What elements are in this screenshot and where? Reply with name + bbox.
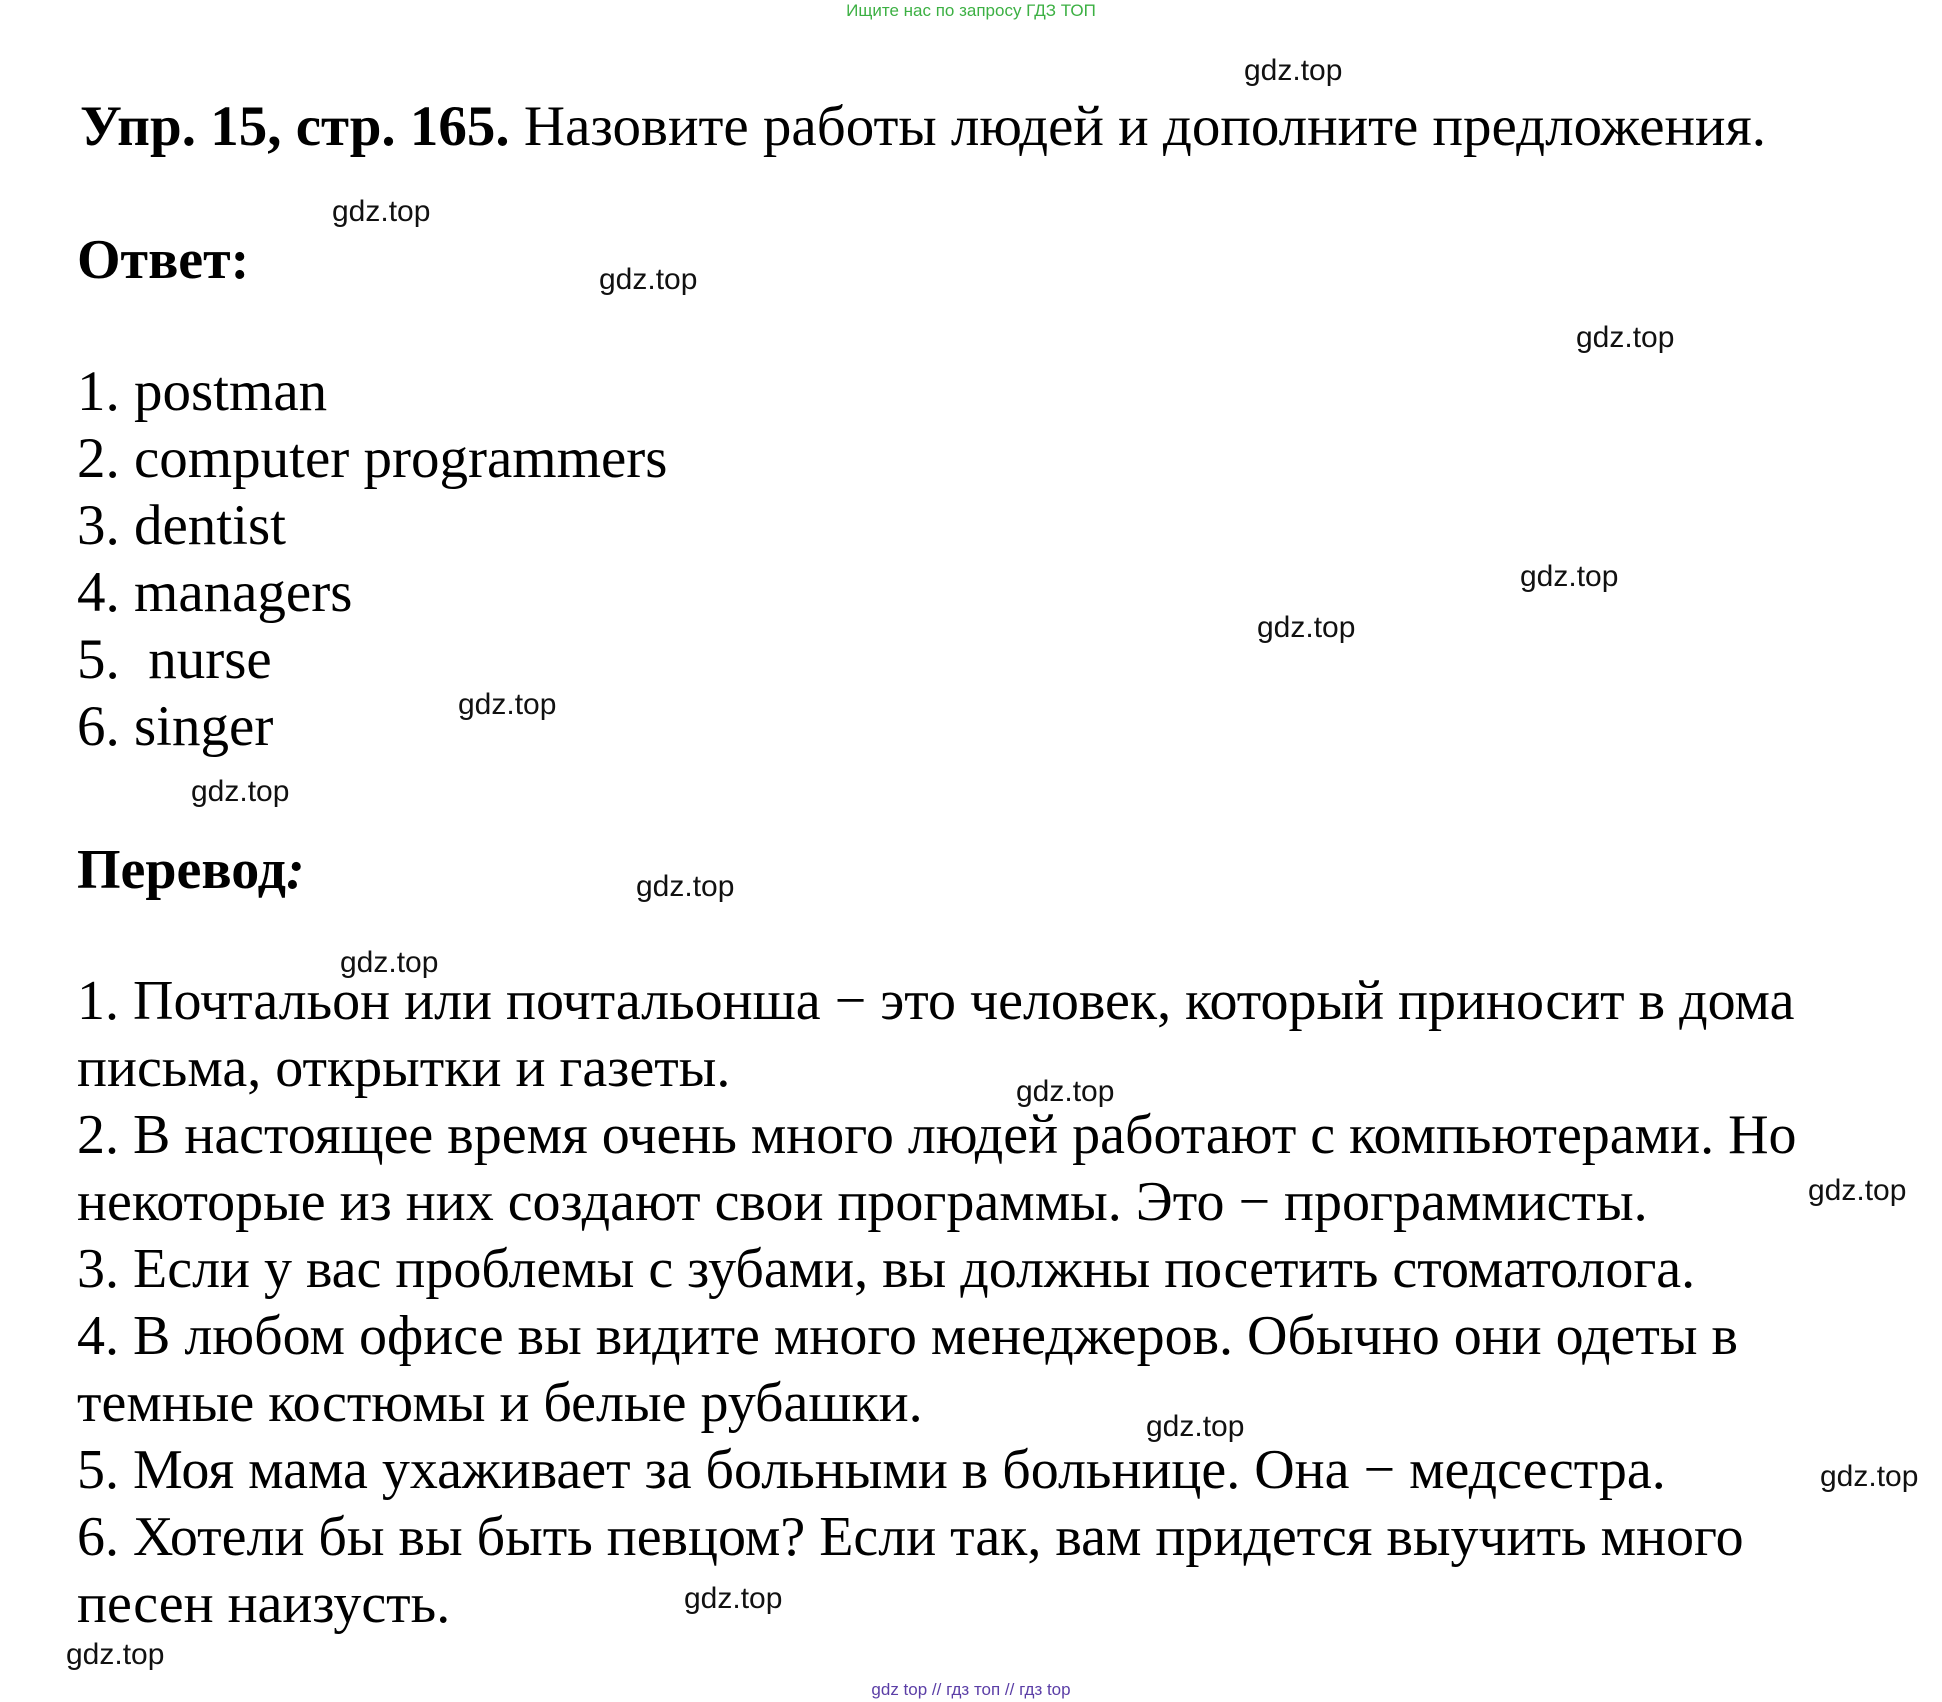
translation-list	[77, 968, 1932, 1638]
translation-item	[77, 1236, 1932, 1303]
watermark: gdz.top	[191, 775, 290, 808]
watermark: gdz.top	[66, 1638, 165, 1671]
translation-item	[77, 1437, 1932, 1504]
watermark: gdz.top	[458, 688, 557, 721]
site-footer: gdz top // гдз топ // гдз top	[871, 1680, 1071, 1699]
watermark: gdz.top	[1244, 54, 1343, 87]
translation-heading	[77, 838, 305, 902]
watermark: gdz.top	[1820, 1460, 1919, 1493]
translation-item	[77, 1504, 1932, 1638]
translation-line: 4. В любом офисе вы видите много менеджеров. Обычно они одеты в	[77, 1305, 1738, 1367]
answer-item: 5. nurse	[77, 628, 272, 691]
watermark: gdz.top	[340, 946, 439, 979]
answer-item: 6. singer	[77, 695, 274, 758]
translation-line: некоторые из них создают свои программы. Это − программисты.	[77, 1171, 1648, 1233]
answer-item: 3. dentist	[77, 494, 286, 557]
exercise-instruction: Назовите работы людей и дополните предложения.	[509, 95, 1767, 158]
watermark: gdz.top	[1808, 1174, 1907, 1207]
translation-item	[77, 1102, 1932, 1236]
exercise-number: Упр. 15, стр. 165.	[80, 95, 510, 158]
translation-line: письма, открытки и газеты.	[77, 1037, 731, 1099]
answer-item: 2. computer programmers	[77, 427, 668, 490]
translation-heading-word: Перевод	[77, 839, 286, 901]
translation-item	[77, 968, 1932, 1102]
watermark: gdz.top	[1146, 1410, 1245, 1443]
search-hint-banner: Ищите нас по запросу ГДЗ ТОП	[846, 1, 1096, 20]
watermark: gdz.top	[332, 195, 431, 228]
watermark: gdz.top	[1520, 560, 1619, 593]
translation-item	[77, 1303, 1932, 1437]
translation-line: 5. Моя мама ухаживает за больными в больнице. Она − медсестра.	[77, 1439, 1666, 1501]
translation-line: 3. Если у вас проблемы с зубами, вы должны посетить стоматолога.	[77, 1238, 1696, 1300]
exercise-title	[80, 92, 1766, 162]
translation-heading-colon: :	[286, 839, 305, 901]
translation-line: 2. В настоящее время очень много людей работают с компьютерами. Но	[77, 1104, 1797, 1166]
answer-heading: Ответ:	[77, 229, 250, 291]
answer-list	[77, 358, 667, 760]
answer-item: 4. managers	[77, 561, 353, 624]
watermark: gdz.top	[684, 1582, 783, 1615]
answer-item: 1. postman	[77, 360, 328, 423]
watermark: gdz.top	[1016, 1075, 1115, 1108]
watermark: gdz.top	[1576, 321, 1675, 354]
translation-line: темные костюмы и белые рубашки.	[77, 1372, 923, 1434]
watermark: gdz.top	[1257, 611, 1356, 644]
watermark: gdz.top	[599, 263, 698, 296]
translation-line: песен наизусть.	[77, 1573, 451, 1635]
watermark: gdz.top	[636, 870, 735, 903]
translation-line: 6. Хотели бы вы быть певцом? Если так, вам придется выучить много	[77, 1506, 1744, 1568]
translation-line: 1. Почтальон или почтальонша − это человек, который приносит в дома	[77, 970, 1795, 1032]
